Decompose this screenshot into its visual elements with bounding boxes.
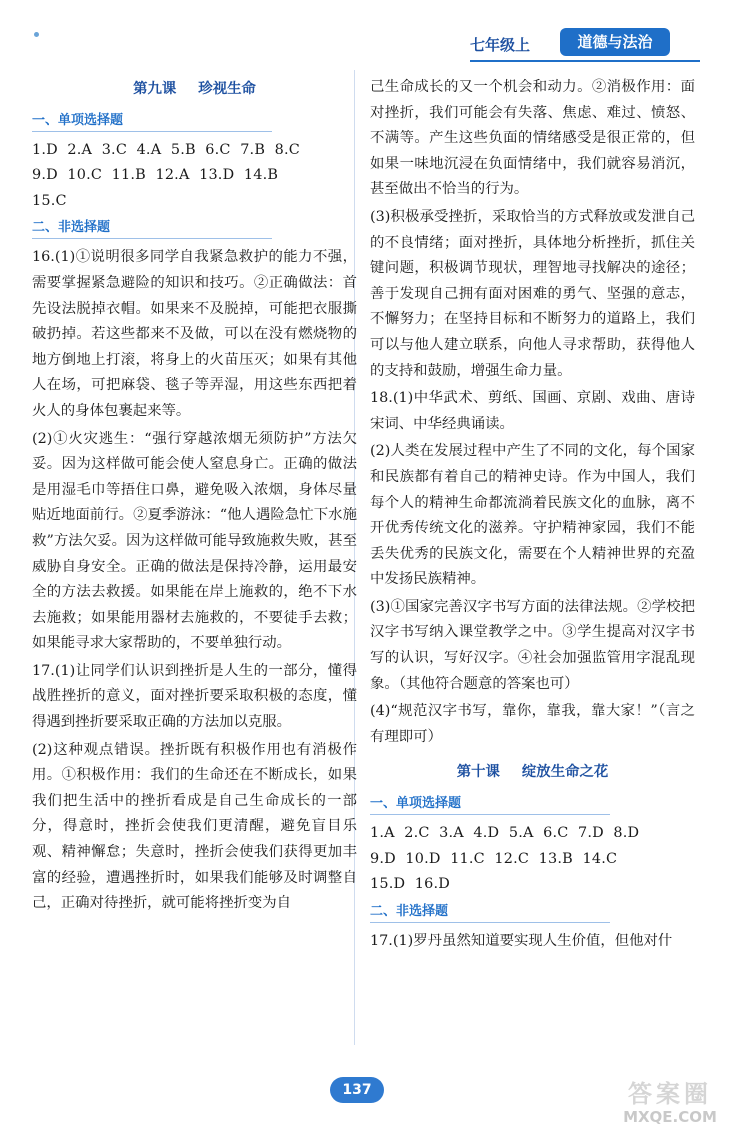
lesson-9-section-choice: 一、单项选择题 bbox=[32, 111, 272, 132]
lesson-10-number: 第十课 bbox=[456, 764, 500, 781]
answer-paragraph-16-1: 16.(1)①说明很多同学自我紧急救护的能力不强，需要掌握紧急避险的知识和技巧。②正确做法：首先设法脱掉衣帽。如果来不及脱掉，可能把衣服撕破扔掉。若这些都来不及做，可以在没有燃烧物的地方倒地上打滚，将身上的火苗压灭；如果有其他人在场，可把麻袋、毯子等弄湿，用这些东西把着火人的身体包裹起来等。 bbox=[32, 249, 357, 419]
lesson-9-number: 第九课 bbox=[133, 81, 177, 97]
header-rule bbox=[470, 60, 700, 62]
watermark-logo bbox=[600, 1080, 740, 1128]
page-number: 137 bbox=[330, 1077, 384, 1103]
answer-line: 15.D 16.D bbox=[370, 876, 450, 893]
lesson-9-title bbox=[32, 77, 357, 103]
answer-line: 1.D 2.A 3.C 4.A 5.B 6.C 7.B 8.C bbox=[32, 141, 300, 158]
answer-paragraph-16-2: (2)①火灾逃生：“强行穿越浓烟无须防护”方法欠妥。因为这样做可能会使人窒息身亡。正确的做法是用湿毛巾等捂住口鼻，避免吸入浓烟，身体尽量贴近地面前行。②夏季游泳：“他人遇险急忙下水施救”方法欠妥。因为这样做可能导致施救失败，甚至威胁自身安全。正确的做法是保持冷静，运用最安全的方法去救援。如果能在岸上施救的，绝不下水去施救；如果能用器材去施救的，不要徒手去救；如果能寻求大家帮助的，不要单独行动。 bbox=[32, 430, 357, 652]
watermark-text: 答案圈 bbox=[628, 1080, 712, 1108]
right-column bbox=[370, 75, 695, 954]
answer-paragraph-17-1: 17.(1)让同学们认识到挫折是人生的一部分，懂得战胜挫折的意义，面对挫折要采取积极的态度，懂得遇到挫折要采取正确的方法加以克服。 bbox=[32, 662, 357, 731]
left-column bbox=[32, 75, 357, 917]
subject-badge: 道德与法治 bbox=[560, 28, 670, 56]
answer-paragraph-17-3: (3)积极承受挫折，采取恰当的方式释放或发泄自己的不良情绪；面对挫折，具体地分析挫折，抓住关键问题，积极调节现状，理智地寻找解决的途径；善于发现自己拥有面对困难的勇气、坚强的意志，不懈努力；在坚持目标和不断努力的道路上，我们可以与他人建立联系，向他人寻求帮助，获得他人的支持和鼓励，增强生命力量。 bbox=[370, 208, 695, 379]
answer-paragraph-18-1: 18.(1)中华武术、剪纸、国画、京剧、戏曲、唐诗宋词、中华经典诵读。 bbox=[370, 390, 695, 432]
answer-paragraph-17-2: (2)这种观点错误。挫折既有积极作用也有消极作用。①积极作用：我们的生命还在不断成长，如果我们把生活中的挫折看成是自己生命成长的一部分，得意时，挫折会使我们更清醒，避免盲目乐观、精神懈怠；失意时，挫折会使我们获得更加丰富的经验，遭遇挫折时，如果我们能够及时调整自己，正确对待挫折，就可能将挫折变为自 bbox=[32, 741, 357, 912]
answer-line: 15.C bbox=[32, 192, 67, 209]
answer-line: 9.D 10.C 11.B 12.A 13.D 14.B bbox=[32, 167, 279, 184]
page-header bbox=[0, 28, 750, 68]
lesson-9-name: 珍视生命 bbox=[198, 81, 256, 97]
lesson-10-section-essay: 二、非选择题 bbox=[370, 902, 610, 923]
answer-line: 9.D 10.D 11.C 12.C 13.B 14.C bbox=[370, 850, 618, 867]
lesson-9-section-essay: 二、非选择题 bbox=[32, 218, 272, 239]
lesson-10-section-choice: 一、单项选择题 bbox=[370, 794, 610, 815]
lesson-10-name: 绽放生命之花 bbox=[521, 764, 609, 781]
decor-dot bbox=[34, 32, 39, 37]
answer-paragraph-18-2: (2)人类在发展过程中产生了不同的文化，每个国家和民族都有着自己的精神史诗。作为中国人，我们每个人的精神生命都流淌着民族文化的血脉，离不开优秀传统文化的滋养。守护精神家园，我们不能丢失优秀的民族文化，需要在个人精神世界的充盈中发扬民族精神。 bbox=[370, 443, 695, 588]
answer-paragraph-10-17-1: 17.(1)罗丹虽然知道要实现人生价值，但他对什 bbox=[370, 932, 673, 949]
answer-paragraph-18-4: (4)“规范汉字书写，靠你，靠我，靠大家！”（言之有理即可） bbox=[370, 703, 695, 745]
answer-paragraph-18-3: (3)①国家完善汉字书写方面的法律法规。②学校把汉字书写纳入课堂教学之中。③学生提高对汉字书写的认识，写好汉字。④社会加强监管用字混乱现象。（其他符合题意的答案也可） bbox=[370, 598, 695, 692]
answer-paragraph-17-2-continued: 己生命成长的又一个机会和动力。②消极作用：面对挫折，我们可能会有失落、焦虑、难过、愤怒、不满等。产生这些负面的情绪感受是很正常的，但如果一味地沉浸在负面情绪中，我们就容易消沉，甚至做出不恰当的行为。 bbox=[370, 79, 695, 198]
lesson-10-title bbox=[370, 760, 695, 786]
grade-label: 七年级上 bbox=[470, 36, 531, 54]
answer-line: 1.A 2.C 3.A 4.D 5.A 6.C 7.D 8.D bbox=[370, 825, 640, 842]
watermark-url: MXQE.COM bbox=[623, 1108, 717, 1126]
